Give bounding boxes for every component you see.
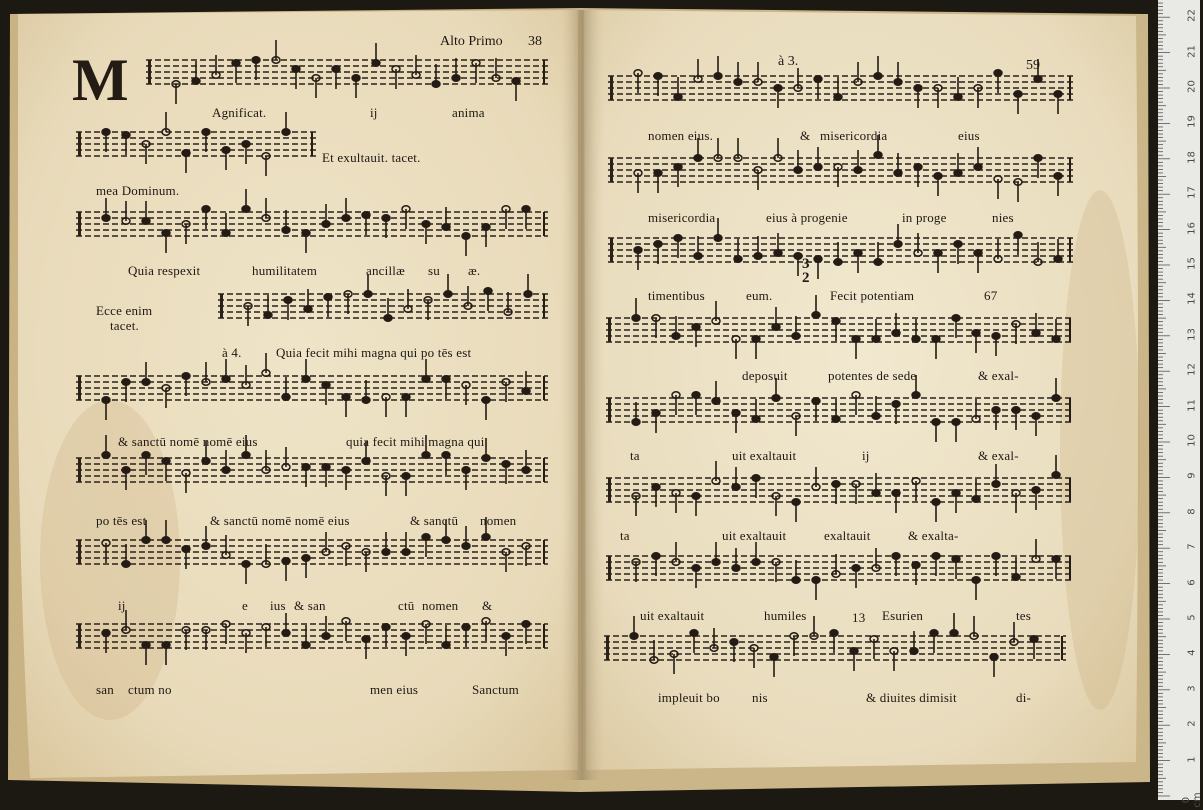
lyric: & exal- [978,368,1019,383]
ruler-label: 6 [1186,578,1198,586]
lyric: ta [630,448,640,463]
ruler-label: 3 [1186,685,1198,692]
lyric: humilitatem [252,263,318,278]
lyric: uit exaltauit [640,608,705,623]
ruler-label: 12 [1186,363,1198,377]
lyric: humiles [764,608,807,623]
time-signature-top: 3 [802,256,810,272]
lyric: uit exaltauit [732,448,797,463]
ruler-label: 17 [1186,186,1198,200]
lyric: eius [958,128,980,143]
lyric: misericordia [820,128,888,143]
lyric: à 4. [222,345,242,360]
lyric: nomen [422,598,459,613]
ruler-label: 10 [1186,434,1198,447]
lyric: quia fecit mihi magna qui [346,434,485,449]
lyric: Quia fecit mihi magna qui po tēs est [276,345,472,360]
lyric: tacet. [110,318,139,333]
ruler-label: 5 [1186,614,1198,621]
lyric: nis [752,690,768,705]
section-number: 13 [852,610,866,625]
lyric: nomen [480,513,517,528]
lyric: & exal- [978,448,1019,463]
ruler-label: 7 [1186,543,1198,550]
lyric: po tēs est [96,513,147,528]
ruler-label: 14 [1186,292,1198,306]
lyric: ancillæ [366,263,405,278]
ruler-label: 15 [1186,257,1198,270]
part-name-header: Alto Primo [440,34,503,49]
lyric: æ. [468,263,481,278]
ruler-label: 11 [1186,398,1198,412]
lyric: in proge [902,210,947,225]
ruler-label: 9 [1186,472,1198,480]
lyric: & [482,598,493,613]
ruler-label: 18 [1186,150,1198,164]
illuminated-initial: M [72,47,127,113]
lyric: uit exaltauit [722,528,787,543]
lyric: tes [1016,608,1032,623]
lyric: Quia respexit [128,263,201,278]
right-page [584,10,1138,770]
lyric: ij [118,598,126,613]
lyric: Agnificat. [212,105,267,120]
ruler-label: 22 [1186,9,1198,23]
lyric: ius [270,598,286,613]
lyric: nies [992,210,1014,225]
lyric: eius à progenie [766,210,848,225]
lyric: & sanctū nomē nomē eius [118,434,258,449]
lyric: Fecit potentiam [830,288,915,303]
ruler-label: 16 [1186,221,1198,235]
ruler-label: 4 [1186,649,1198,657]
lyric: nomen eius. [648,128,714,143]
ruler-label: 0 cm [1181,792,1203,808]
lyric: Et exultauit. tacet. [322,150,421,165]
lyric: eum. [746,288,773,303]
lyric: e [242,598,248,613]
ruler-label: 19 [1186,115,1198,129]
ruler-label: 20 [1186,80,1198,93]
lyric: timentibus [648,288,705,303]
ruler-label: 2 [1186,720,1198,727]
lyric: Sanctum [472,682,519,697]
lyric: anima [452,105,485,120]
time-signature-bottom: 2 [802,270,810,286]
right-page-number: 59 [1026,58,1040,73]
lyric: & exalta- [908,528,959,543]
ruler-label: 8 [1186,508,1198,515]
ruler-label: 13 [1186,327,1198,341]
lyric: di- [1016,690,1032,705]
lyric: deposuit [742,368,788,383]
lyric: & diuites dimisit [866,690,957,705]
lyric: ij [862,448,870,463]
lyric: ta [620,528,630,543]
ruler-label: 21 [1186,44,1198,58]
section-number: 67 [984,288,998,303]
lyric: su [428,263,440,278]
lyric: & sanctū nomē nomē eius [210,513,350,528]
left-page-number: 38 [528,34,542,49]
voicing-marking: à 3. [778,54,799,69]
lyric: Ecce enim [96,303,153,318]
lyric: & san [294,598,326,613]
lyric: exaltauit [824,528,871,543]
ruler-label: 1 [1186,755,1198,763]
lyric: & [800,128,811,143]
lyric: ctum no [128,682,172,697]
lyric: Esurien [882,608,924,623]
lyric: & sanctū [410,513,459,528]
lyric: impleuit bo [658,690,720,705]
lyric: misericordia [648,210,716,225]
lyric: men eius [370,682,419,697]
lyric: ij [370,105,378,120]
lyric: ctū [398,598,415,613]
lyric: san [96,682,114,697]
lyric: mea Dominum. [96,183,180,198]
lyric: potentes de sede [828,368,917,383]
